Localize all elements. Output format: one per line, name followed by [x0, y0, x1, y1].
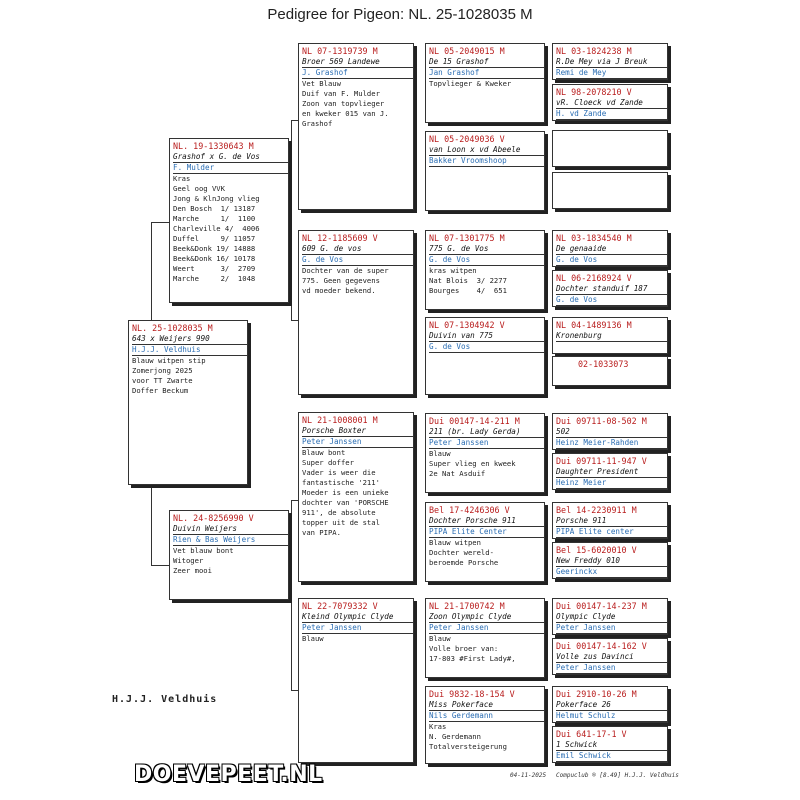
owner-name: PIPA Elite Center — [429, 527, 544, 538]
pigeon-detail: 775. Geen gegevens — [302, 276, 380, 285]
owner-name: Peter Janssen — [302, 437, 413, 448]
pigeon-detail: Geel oog VVK — [173, 184, 225, 193]
pigeon-card-sire-dam[interactable] — [298, 230, 414, 395]
owner-name: Heinz Meier-Rahden — [556, 438, 667, 449]
pigeon-card-g4-12[interactable] — [552, 638, 668, 675]
pigeon-detail: Super vlieg en kweek — [429, 459, 516, 468]
pigeon-card-sire[interactable] — [169, 138, 289, 303]
ring-number: Dui 641-17-1 V — [556, 729, 627, 739]
pigeon-card-dds[interactable] — [425, 598, 545, 678]
owner-name: J. Grashof — [302, 68, 413, 79]
ring-number: NL 07-1319739 M — [302, 46, 378, 56]
owner-name: Emil Schwick — [556, 751, 667, 762]
ring-number: NL 06-2168924 V — [556, 273, 632, 283]
pigeon-detail: Super doffer — [302, 458, 354, 467]
pigeon-name: Miss Pokerface — [429, 700, 544, 711]
ring-number: Dui 2910-10-26 M — [556, 689, 637, 699]
owner-name: Rien & Bas Weijers — [173, 535, 288, 546]
owner-name: Geerinckx — [556, 567, 667, 578]
pigeon-detail: Marche 1/ 1100 — [173, 214, 256, 223]
pigeon-name: Dochter Porsche 911 — [429, 516, 544, 527]
pigeon-card-g4-3[interactable] — [552, 230, 668, 267]
pigeon-detail: Doffer Beckum — [132, 386, 189, 395]
ring-number: Dui 09711-08-502 M — [556, 416, 647, 426]
ring-number: Dui 00147-14-237 M — [556, 601, 647, 611]
ring-number: NL 03-1834540 M — [556, 233, 632, 243]
pigeon-name: Duivin van 775 — [429, 331, 544, 342]
owner-name: H.J.J. Veldhuis — [132, 345, 247, 356]
pigeon-detail: Dochter van de super — [302, 266, 389, 275]
print-date: 04-11-2025 — [510, 772, 547, 779]
page-title: Pedigree for Pigeon: NL. 25-1028035 M — [267, 6, 533, 23]
pigeon-detail: voor TT Zwarte — [132, 376, 193, 385]
pigeon-detail: Jong & KlnJong vlieg — [173, 194, 260, 203]
pigeon-detail: Vet blauw bont — [173, 546, 234, 555]
owner-name: G. de Vos — [556, 295, 667, 306]
pigeon-name: Porsche 911 — [556, 516, 667, 527]
pigeon-card-g4-14[interactable] — [552, 726, 668, 763]
pigeon-name: Pokerface 26 — [556, 700, 667, 711]
pigeon-detail: Blauw — [429, 449, 451, 458]
pigeon-detail: Blauw — [429, 634, 451, 643]
pigeon-name: vR. Cloeck vd Zande — [556, 98, 667, 109]
pigeon-name: De genaaide — [556, 244, 667, 255]
pigeon-card-g4-8[interactable] — [552, 453, 668, 490]
pigeon-detail: Kras — [173, 174, 191, 183]
pigeon-name: Dochter standuif 187 — [556, 284, 667, 295]
owner-name: Peter Janssen — [556, 663, 667, 674]
pigeon-card-g4-7[interactable] — [552, 413, 668, 450]
pigeon-card-sdd[interactable] — [425, 317, 545, 395]
pigeon-name: Olympic Clyde — [556, 612, 667, 623]
breeder-name: H.J.J. Veldhuis — [112, 694, 218, 705]
pigeon-card-ssd[interactable] — [425, 131, 545, 211]
pigeon-detail: Vader is weer die — [302, 468, 376, 477]
pigeon-card-dam-sire[interactable] — [298, 412, 414, 582]
ring-number: NL 07-1304942 V — [429, 320, 505, 330]
ring-number: NL. 24-8256990 V — [173, 513, 254, 523]
pigeon-detail: Beek&Donk 16/ 10178 — [173, 254, 256, 263]
pigeon-detail: Zomerjong 2025 — [132, 366, 193, 375]
pigeon-detail: Blauw — [302, 634, 324, 643]
ring-number: Bel 15-6020010 V — [556, 545, 637, 555]
owner-name: Peter Janssen — [429, 438, 544, 449]
pigeon-detail: Nat Blois 3/ 2277 — [429, 276, 507, 285]
pigeon-detail: van PIPA. — [302, 528, 341, 537]
pigeon-name: van Loon x vd Abeele — [429, 145, 544, 156]
pigeon-detail: Vet Blauw — [302, 79, 341, 88]
pigeon-name: Volle zus Davinci — [556, 652, 667, 663]
owner-name: Remi de Mey — [556, 68, 667, 79]
owner-name: Jan Grashof — [429, 68, 544, 79]
pigeon-detail: kras witpen — [429, 266, 477, 275]
pigeon-detail: Weert 3/ 2709 — [173, 264, 256, 273]
pigeon-detail: Blauw witpen stip — [132, 356, 206, 365]
pigeon-detail: Dochter wereld- — [429, 548, 494, 557]
pigeon-name: Kronenburg — [556, 331, 667, 342]
pigeon-name: R.De Mey via J Breuk — [556, 57, 667, 68]
ring-number: NL 05-2049036 V — [429, 134, 505, 144]
pigeon-card-g4-2[interactable] — [552, 84, 668, 121]
ring-number: NL 98-2078210 V — [556, 87, 632, 97]
pigeon-detail: 2e Nat Asduif — [429, 469, 486, 478]
owner-name: Bakker Vroomshoop — [429, 156, 544, 167]
pigeon-card-sss[interactable] — [425, 43, 545, 123]
pigeon-detail: Volle broer van: — [429, 644, 499, 653]
pigeon-card-g4-6[interactable] — [552, 356, 668, 386]
ring-number: Dui 00147-14-162 V — [556, 641, 647, 651]
ring-number: Dui 00147-14-211 M — [429, 416, 520, 426]
pigeon-name: Porsche Boxter — [302, 426, 413, 437]
pigeon-card-subject[interactable] — [128, 320, 248, 485]
pigeon-card-g4-4[interactable] — [552, 270, 668, 307]
pigeon-card-g4-9[interactable] — [552, 502, 668, 539]
pigeon-name: 1 Schwick — [556, 740, 667, 751]
pigeon-name: 775 G. de Vos — [429, 244, 544, 255]
pigeon-detail: en kweker 015 van J. — [302, 109, 389, 118]
pigeon-detail: N. Gerdemann — [429, 732, 481, 741]
pigeon-detail: Bourges 4/ 651 — [429, 286, 507, 295]
pigeon-card-dss[interactable] — [425, 413, 545, 493]
pigeon-name: 643 x Weijers 990 — [132, 334, 247, 345]
watermark-logo: DOEVEPEET.NL — [134, 762, 323, 787]
ring-number: NL 21-1700742 M — [429, 601, 505, 611]
owner-name: Peter Janssen — [429, 623, 544, 634]
pigeon-detail: Kras — [429, 722, 447, 731]
owner-name: G. de Vos — [429, 342, 544, 353]
pigeon-detail: Den Bosch 1/ 13187 — [173, 204, 256, 213]
ring-number: Dui 09711-11-947 V — [556, 456, 647, 466]
pigeon-detail: Blauw witpen — [429, 538, 481, 547]
owner-name: G. de Vos — [302, 255, 413, 266]
software-credit: Compuclub ® [8.49] H.J.J. Veldhuis — [556, 772, 679, 779]
ring-number: Bel 14-2230911 M — [556, 505, 637, 515]
pigeon-detail: Beek&Donk 19/ 14888 — [173, 244, 256, 253]
owner-name: Peter Janssen — [302, 623, 413, 634]
pigeon-card-dsd[interactable] — [425, 502, 545, 582]
ring-number: 02-1033073 — [578, 359, 629, 369]
pigeon-detail: Moeder is een unieke — [302, 488, 389, 497]
pigeon-detail: 911', de absolute — [302, 508, 376, 517]
ring-number: NL. 25-1028035 M — [132, 323, 213, 333]
pigeon-detail: Topvlieger & Kweker — [429, 79, 512, 88]
owner-name: Heinz Meier — [556, 478, 667, 489]
owner-name: Helmut Schulz — [556, 711, 667, 722]
ring-number: NL 07-1301775 M — [429, 233, 505, 243]
pigeon-card-empty — [552, 172, 668, 209]
pigeon-name: 609 G. de vos — [302, 244, 413, 255]
owner-name: Peter Janssen — [556, 623, 667, 634]
pigeon-detail: Zeer mooi — [173, 566, 212, 575]
pigeon-card-sire-sire[interactable] — [298, 43, 414, 210]
owner-name: PIPA Elite center — [556, 527, 667, 538]
ring-number: NL 03-1824238 M — [556, 46, 632, 56]
pigeon-detail: beroemde Porsche — [429, 558, 499, 567]
pigeon-name: 211 (br. Lady Gerda) — [429, 427, 544, 438]
pigeon-name: Daughter President — [556, 467, 667, 478]
pigeon-card-empty — [552, 130, 668, 167]
pigeon-card-dam[interactable] — [169, 510, 289, 600]
ring-number: Bel 17-4246306 V — [429, 505, 510, 515]
pigeon-name: Zoon Olympic Clyde — [429, 612, 544, 623]
pigeon-detail: Marche 2/ 1048 — [173, 274, 256, 283]
pigeon-detail: Duif van F. Mulder — [302, 89, 380, 98]
pigeon-card-ddd[interactable] — [425, 686, 545, 764]
ring-number: NL. 19-1330643 M — [173, 141, 254, 151]
owner-name: F. Mulder — [173, 163, 288, 174]
pigeon-name: Broer 569 Landewe — [302, 57, 413, 68]
ring-number: NL 04-1489136 M — [556, 320, 632, 330]
ring-number: NL 22-7079332 V — [302, 601, 378, 611]
pigeon-detail: 17-803 #First Lady#, — [429, 654, 516, 663]
pigeon-detail: Witoger — [173, 556, 204, 565]
pigeon-detail: dochter van 'PORSCHE — [302, 498, 389, 507]
owner-name: Nils Gerdemann — [429, 711, 544, 722]
pigeon-name: Kleind Olympic Clyde — [302, 612, 413, 623]
pigeon-detail: Totalversteigerung — [429, 742, 507, 751]
pigeon-card-g4-13[interactable] — [552, 686, 668, 723]
pigeon-card-g4-1[interactable] — [552, 43, 668, 80]
pigeon-name: New Freddy 010 — [556, 556, 667, 567]
pigeon-name: Grashof x G. de Vos — [173, 152, 288, 163]
ring-number: Dui 9832-18-154 V — [429, 689, 515, 699]
pigeon-detail: Duffel 9/ 11057 — [173, 234, 256, 243]
pigeon-card-g4-10[interactable] — [552, 542, 668, 579]
pigeon-name: De 15 Grashof — [429, 57, 544, 68]
owner-name: G. de Vos — [429, 255, 544, 266]
pigeon-detail: vd moeder bekend. — [302, 286, 376, 295]
owner-name: H. vd Zande — [556, 109, 667, 120]
ring-number: NL 21-1008001 M — [302, 415, 378, 425]
pigeon-detail: fantastische '211' — [302, 478, 380, 487]
pigeon-card-sds[interactable] — [425, 230, 545, 310]
ring-number: NL 12-1185609 V — [302, 233, 378, 243]
pigeon-name: Duivin Weijers — [173, 524, 288, 535]
pigeon-detail: topper uit de stal — [302, 518, 380, 527]
pigeon-card-g4-11[interactable] — [552, 598, 668, 635]
ring-number: NL 05-2049015 M — [429, 46, 505, 56]
pigeon-detail: Zoon van topvlieger — [302, 99, 385, 108]
pigeon-detail: Charleville 4/ 4006 — [173, 224, 260, 233]
pigeon-card-dam-dam[interactable] — [298, 598, 414, 763]
pigeon-name: 502 — [556, 427, 667, 438]
pigeon-detail: Blauw bont — [302, 448, 346, 457]
pigeon-detail: Grashof — [302, 119, 333, 128]
pigeon-card-g4-5[interactable] — [552, 317, 668, 354]
owner-name: G. de Vos — [556, 255, 667, 266]
